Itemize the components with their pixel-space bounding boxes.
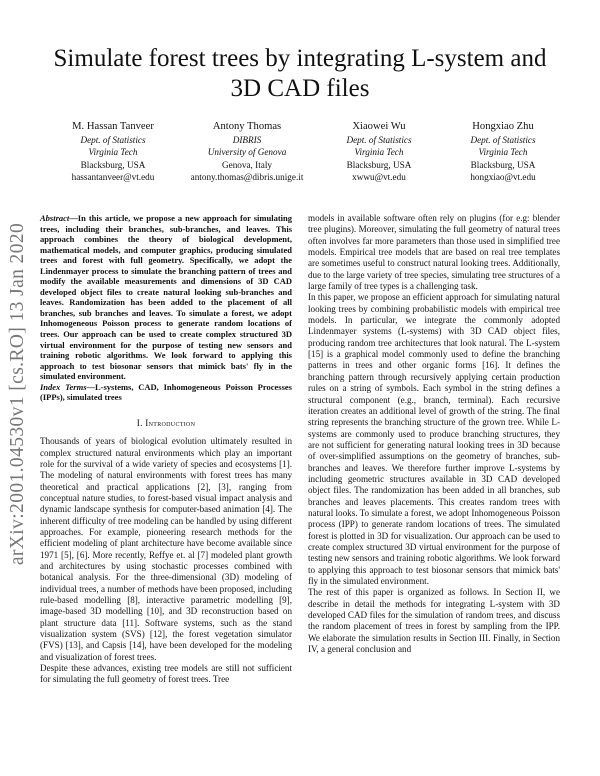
author-email: hongxiao@vt.edu (470, 171, 536, 182)
right-column (308, 213, 560, 655)
author-name: M. Hassan Tanveer (72, 121, 154, 132)
index-terms (40, 382, 292, 403)
body-paragraph: Despite these advances, existing tree models are still not sufficient for simulating the full geometry of forest trees. Tree (40, 663, 292, 685)
abstract-label: Abstract (40, 213, 70, 223)
author-email: hassantanveer@vt.edu (71, 171, 155, 182)
abstract-text: —In this article, we propose a new approach for simulating trees, including their branches, sub-branches, and leaves. This approach combines the theory of biological development, mathematical models, and computer graphics, producing simulated trees and forest with full geometry. Specifically, we adopt the Lindenmayer process to simulate the branching pattern of trees and modify the available measurements and dimensions of 3D CAD developed object files to create natural looking sub-branches and leaves. Randomization has been added to the placement of all branches, sub branches and leaves. To simulate a forest, we adopt Inhomogeneous Poisson process to generate random locations of trees. Our approach can be used to create complex structured 3D virtual environment for the purpose of testing new sensors and training robotic algorithms. We look forward to applying this approach to test biosonar sensors that mimick bats' fly in the simulated environment. (40, 213, 292, 382)
author-1 (48, 120, 178, 183)
author-location: Blacksburg, USA (470, 159, 536, 170)
body-paragraph: The rest of this paper is organized as follows. In Section II, we describe in detail the methods for integrating L-system with 3D developed CAD files for the simulation of random trees, and discuss the random placement of trees in forest by sampling from the IPP. We elaborate the simulation results in Section III. Finally, in Section IV, a general conclusion and (308, 587, 560, 655)
author-4 (442, 120, 564, 183)
abstract (40, 213, 292, 382)
author-university: Virginia Tech (88, 147, 138, 158)
paper-title: Simulate forest trees by integrating L-system and 3D CAD files (53, 45, 547, 102)
author-2 (178, 120, 316, 183)
left-column (40, 213, 292, 686)
section-title: Introduction (145, 417, 196, 428)
arxiv-identifier: arXiv:2001.04530v1 [cs.RO] 13 Jan 2020 (7, 222, 28, 566)
author-email: xwwu@vt.edu (352, 171, 406, 182)
author-location: Genova, Italy (221, 159, 272, 170)
author-dept: Dept. of Statistics (80, 135, 146, 145)
author-location: Blacksburg, USA (346, 159, 412, 170)
author-university: University of Genova (207, 147, 287, 158)
section-number: I. (136, 417, 146, 428)
author-university: Virginia Tech (354, 147, 404, 158)
author-name: Hongxiao Zhu (472, 121, 534, 132)
arxiv-sidebar (0, 214, 40, 574)
body-paragraph: models in available software often rely on plugins (for e.g: blender tree plugins). Moreover, simulating the full geometry of natural trees often involves far more parameters than those used in simplified tree models. Empirical tree models that are based on real tree templates are sometimes useful to construct natural looking trees. Additionally, due to the large variety of tree species, simulating tree structures of a large family of tree types is a challenging task. (308, 213, 560, 292)
author-3 (316, 120, 442, 183)
section-heading (40, 418, 292, 429)
author-university: Virginia Tech (478, 147, 528, 158)
body-paragraph: Thousands of years of biological evolution ultimately resulted in complex structured natural environments which play an important role for the survival of a wide variety of species and ecosystems [1]. The modeling of natural environments with forest trees has many theoretical and practical applications [2], [3], ranging from conceptual nature studies, to forest-based visual impact analysis and dynamic landscape synthesis for computer-based animation [4]. The inherent difficulty of tree modeling can be handled by using different approaches. For example, pioneering research methods for the efficient modeling of plant architecture have become available since 1971 [5], [6]. More recently, Reffye et. al [7] modeled plant growth and architectures by using stochastic processes combined with botanical analysis. For the three-dimensional (3D) modeling of individual trees, a number of methods have been proposed, including rule-based modelling [8], interactive parametric modelling [9], image-based 3D modelling [10], and 3D reconstruction based on plant structure data [11]. Software systems, such as the stand visualization system (SVS) [12], the forest vegetation simulator (FVS) [13], and Capsis [14], have been developed for the modeling and visualization of forest trees. (40, 436, 292, 662)
body-paragraph: In this paper, we propose an efficient approach for simulating natural looking trees by combining probabilistic models with empirical tree models. In particular, we integrate the commonly adopted Lindenmayer systems (L-systems) with 3D CAD object files, producing random tree architectures that look natural. The L-system [15] is a graphical model commonly used to define the branching patterns in trees and other organic forms [16]. It defines the branching pattern through recursively applying certain production rules on a string of symbols. Each symbol in the string defines a structural component (e.g., branch, terminal). Each recursive iteration creates an additional level of growth of the string. The final string represents the branching structure of the grown tree. While L-systems are commonly used to produce branching structures, they are not sufficient for generating natural looking trees in 3D because of over-simplified assumptions on the geometry of branches, sub-branches and leaves. We therefore further improve L-systems by including geometric structures available in 3D CAD developed object files. The randomization has been added in all branches, sub branches and leaves placements. This creates random trees with natural looks. To simulate a forest, we adopt Inhomogeneous Poisson process (IPP) to generate random locations of trees. The simulated forest is plotted in 3D for visualization. Our approach can be used to create complex structured 3D virtual environment for the purpose of testing new sensors and training robotic algorithms. We look forward to applying this approach to test biosonar sensors that mimick bats' fly in the simulated environment. (308, 292, 561, 586)
author-dept: Dept. of Statistics (470, 135, 536, 145)
author-name: Xiaowei Wu (352, 121, 406, 132)
index-terms-label: Index Terms (40, 381, 87, 392)
author-location: Blacksburg, USA (80, 159, 146, 170)
author-dept: Dept. of Statistics (346, 135, 412, 145)
author-block (48, 120, 568, 183)
author-dept: DIBRIS (232, 135, 262, 145)
author-email: antony.thomas@dibris.unige.it (190, 171, 304, 182)
author-name: Antony Thomas (212, 121, 282, 132)
index-terms-text: —L-systems, CAD, Inhomogeneous Poisson Processes (IPPs), simulated trees (40, 381, 292, 403)
